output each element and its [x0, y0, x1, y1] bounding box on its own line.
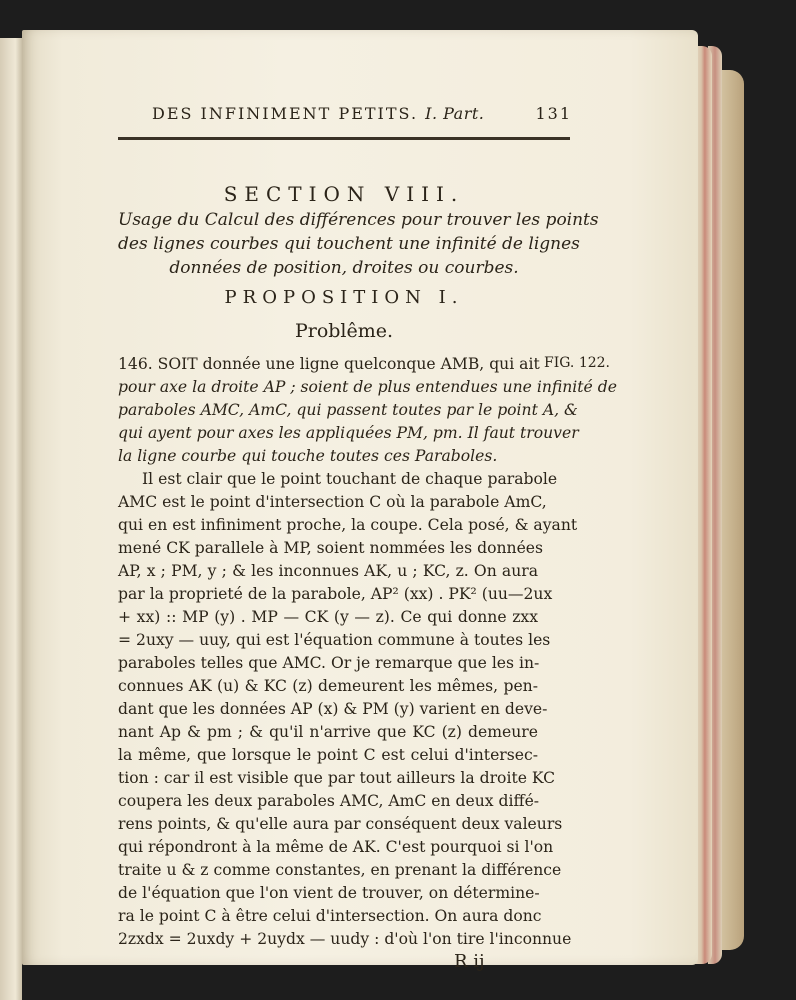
page-content: [22, 30, 698, 972]
figure-reference: FIG. 122.: [544, 355, 611, 371]
body-line: qui répondront à la même de AK. C'est pourquoi si l'on: [118, 838, 554, 856]
body-line: Il est clair que le point touchant de chaque parabole: [142, 470, 558, 488]
body-line: la même, que lorsque le point C est celui d'intersec-: [118, 746, 538, 764]
body-line: rens points, & qu'elle aura par conséquent deux valeurs: [118, 815, 563, 833]
body-line: qui ayent pour axes les appliquées PM, pm. Il faut trouver: [118, 424, 579, 442]
book-page: [22, 30, 698, 972]
body-line: mené CK parallele à MP, soient nommées les données: [118, 539, 544, 557]
body-line: coupera les deux paraboles AMC, AmC en deux diffé-: [118, 792, 540, 810]
left-page-edge: [0, 38, 22, 1000]
body-line: tion : car il est visible que par tout ailleurs la droite KC: [118, 769, 556, 787]
part-label: I. Part.: [425, 104, 485, 123]
body-line: 2zxdx = 2uxdy + 2uydx — uudy : d'où l'on tire l'inconnue: [118, 930, 572, 948]
body-line: AMC est le point d'intersection C où la parabole AmC,: [118, 493, 547, 511]
section-subtitle-line: données de position, droites ou courbes.: [169, 258, 519, 278]
problem-title: Problême.: [294, 320, 394, 342]
body-line: pour axe la droite AP ; soient de plus entendues une infinité de: [118, 378, 617, 396]
page-number: 131: [535, 104, 572, 123]
running-title: DES INFINIMENT PETITS.: [152, 104, 419, 123]
body-line: ra le point C à être celui d'intersection. On aura donc: [118, 907, 542, 925]
running-header: [152, 104, 572, 130]
body-line: qui en est infiniment proche, la coupe. Cela posé, & ayant: [118, 516, 578, 534]
body-line: connues AK (u) & KC (z) demeurent les mêmes, pen-: [118, 677, 538, 695]
body-line: traite u & z comme constantes, en prenant la différence: [118, 861, 562, 879]
body-line: + xx) :: MP (y) . MP — CK (y — z). Ce qui donne zxx: [118, 608, 538, 626]
body-line: la ligne courbe qui touche toutes ces Paraboles.: [118, 447, 498, 465]
body-line: paraboles AMC, AmC, qui passent toutes par le point A, &: [118, 401, 578, 419]
body-line: AP, x ; PM, y ; & les inconnues AK, u ; KC, z. On aura: [118, 562, 538, 580]
body-line: = 2uxy — uuy, qui est l'équation commune à toutes les: [118, 631, 551, 649]
signature-mark: R ij: [454, 951, 485, 972]
proposition-title: PROPOSITION I.: [224, 287, 464, 308]
section-title: SECTION VIII.: [223, 182, 465, 206]
body-line: de l'équation que l'on vient de trouver, on détermine-: [118, 884, 540, 902]
body-line: dant que les données AP (x) & PM (y) varient en deve-: [118, 700, 548, 718]
body-line: paraboles telles que AMC. Or je remarque que les in-: [118, 654, 540, 672]
body-line: 146. SOIT donnée une ligne quelconque AMB, qui ait: [118, 355, 540, 373]
body-line: nant Ap & pm ; & qu'il n'arrive que KC (z) demeure: [118, 723, 538, 741]
section-subtitle-line: des lignes courbes qui touchent une infinité de lignes: [118, 234, 580, 254]
body-line: par la proprieté de la parabole, AP² (xx) . PK² (uu—2ux: [118, 585, 553, 603]
section-subtitle-line: Usage du Calcul des différences pour trouver les points: [118, 210, 599, 230]
header-rule: [118, 137, 570, 140]
